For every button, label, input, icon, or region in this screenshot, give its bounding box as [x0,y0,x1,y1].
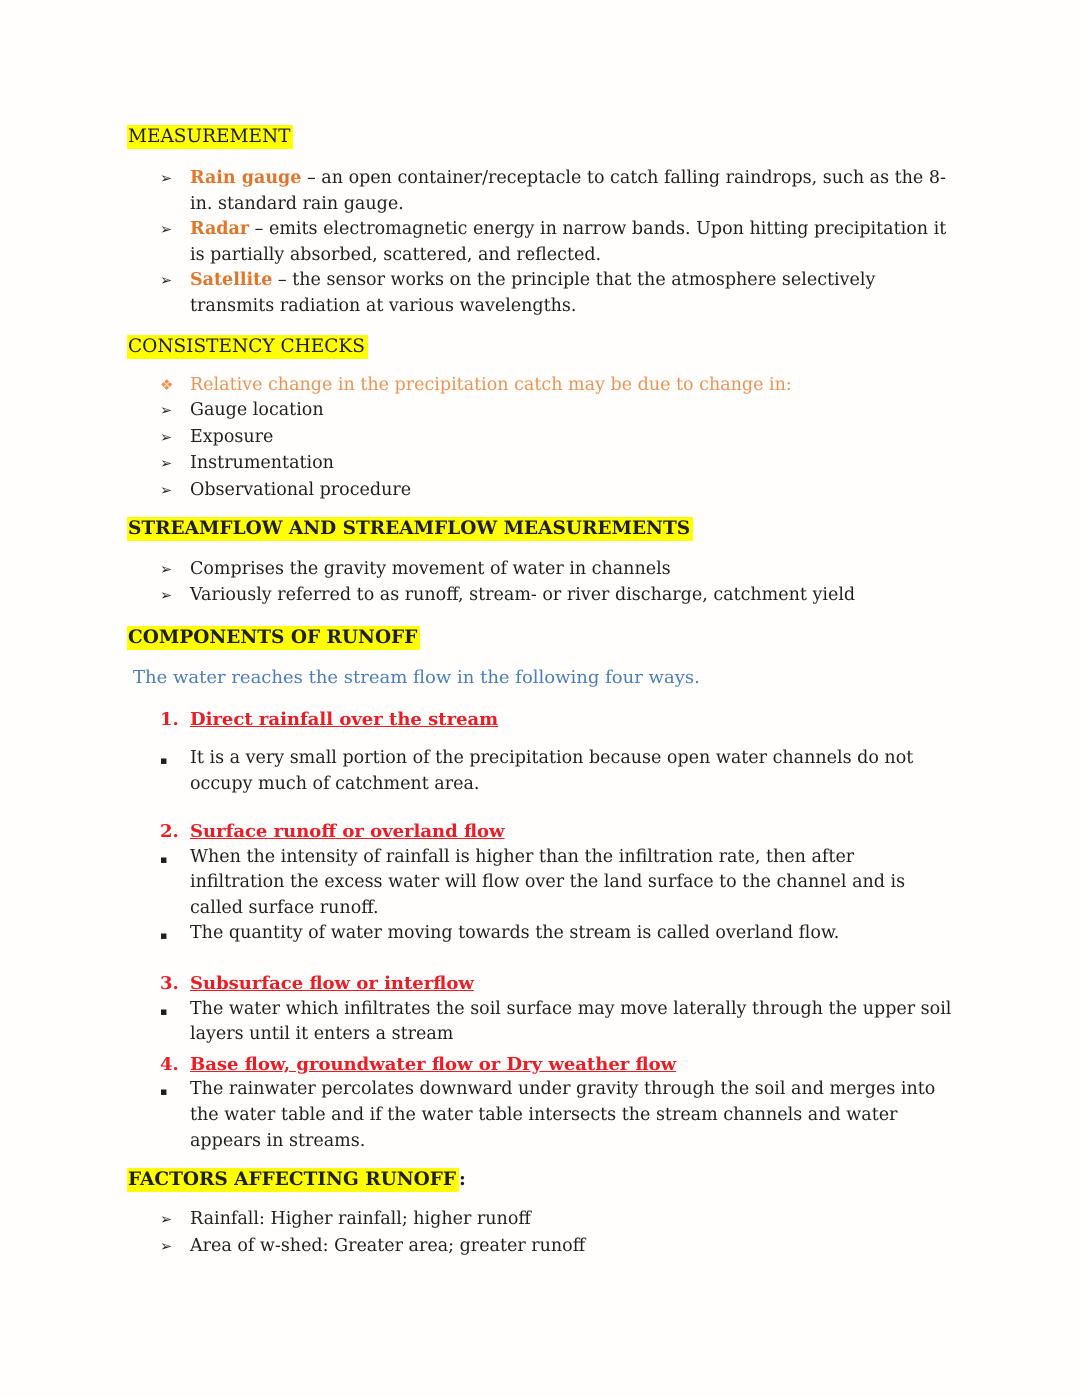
heading-colon: : [459,1169,466,1191]
way-bullets [127,997,952,1048]
list-item [160,583,952,610]
list-number: 2. [160,821,179,843]
list-item [160,217,952,268]
heading-highlight: CONSISTENCY CHECKS [127,335,368,359]
arrow-bullet-icon: ➢ [160,1238,173,1255]
item-text: Rainfall: Higher rainfall; higher runoff [190,1209,531,1230]
heading-highlight: STREAMFLOW AND STREAMFLOW MEASUREMENTS [127,517,693,541]
item-body-text: – emits electromagnetic energy in narrow bands. Upon hitting precipitation it is partially absorbed, scattered, and reflected. [190,219,947,265]
item-text: It is a very small portion of the precipitation because open water channels do not occupy much of catchment area. [190,747,914,794]
term-radar: Radar [190,219,250,240]
square-bullet-icon: ▪ [160,929,168,943]
diamond-bullet-icon: ❖ [160,375,174,394]
numbered-heading [127,819,952,845]
list-number: 4. [160,1053,179,1075]
consistency-list [127,373,952,505]
measurement-list [127,166,952,320]
way-bullets [127,845,952,949]
list-item [160,1077,952,1154]
item-text [190,268,952,319]
item-text [190,166,952,217]
item-text: Variously referred to as runoff, stream- or river discharge, catchment yield [190,585,856,606]
item-text: The water which infiltrates the soil surface may move laterally through the upper soil layers until it enters a stream [190,998,952,1045]
heading-consistency-checks [127,334,952,360]
heading-streamflow [127,516,952,542]
item-text [190,217,952,268]
item-body-text: – the sensor works on the principle that the atmosphere selectively transmits radiation at various wavelengths. [190,270,876,316]
list-item [160,1234,952,1261]
arrow-bullet-icon: ➢ [160,482,173,499]
way-base-flow [127,1052,952,1154]
way-title: Subsurface flow or interflow [190,973,474,995]
item-text: Comprises the gravity movement of water in channels [190,558,671,579]
arrow-bullet-icon: ➢ [160,171,173,187]
item-text: Exposure [190,426,274,447]
list-item [160,921,952,949]
factors-list [127,1207,952,1260]
way-subsurface-flow [127,971,952,1048]
numbered-heading [127,707,952,733]
item-text: The rainwater percolates downward under gravity through the soil and merges into the water table and if the water table intersects the stream channels and water appears in streams. [190,1079,936,1151]
arrow-bullet-icon: ➢ [160,403,173,420]
list-item [160,398,952,425]
arrow-bullet-icon: ➢ [160,456,173,473]
way-title: Direct rainfall over the stream [190,709,499,731]
term-rain-gauge: Rain gauge [190,168,302,188]
item-text: Observational procedure [190,479,412,500]
square-bullet-icon: ▪ [160,753,168,767]
list-item [160,557,952,584]
item-text: Area of w-shed: Greater area; greater runoff [190,1235,586,1256]
term-satellite: Satellite [190,270,273,291]
list-item [160,268,952,319]
way-bullets [127,746,952,797]
streamflow-list [127,557,952,610]
heading-components-of-runoff [127,625,952,651]
square-bullet-icon: ▪ [160,1004,168,1018]
item-text: Gauge location [190,400,324,421]
list-item [160,845,952,922]
arrow-bullet-icon: ➢ [160,1212,173,1229]
numbered-heading [127,971,952,997]
heading-highlight: MEASUREMENT [127,125,293,149]
list-item [160,166,952,217]
square-bullet-icon: ▪ [160,1085,168,1099]
arrow-bullet-icon: ➢ [160,429,173,446]
list-item [160,997,952,1048]
way-surface-runoff [127,819,952,949]
item-text: When the intensity of rainfall is higher than the infiltration rate, then after infiltration the excess water will flow over the land surface to the channel and is called surface runoff. [190,846,906,918]
heading-highlight: COMPONENTS OF RUNOFF [127,626,420,650]
item-text: The quantity of water moving towards the stream is called overland flow. [190,923,840,944]
arrow-bullet-icon: ➢ [160,588,173,605]
square-bullet-icon: ▪ [160,852,168,866]
way-bullets [127,1077,952,1154]
heading-factors-affecting-runoff [127,1167,952,1193]
list-item [160,373,952,399]
list-item [160,746,952,797]
numbered-heading [127,1052,952,1078]
list-number: 3. [160,973,179,995]
way-title: Base flow, groundwater flow or Dry weather flow [190,1053,677,1075]
arrow-bullet-icon: ➢ [160,561,173,578]
consistency-lead-text: Relative change in the precipitation catch may be due to change in: [190,374,792,395]
heading-highlight: FACTORS AFFECTING RUNOFF [127,1168,459,1192]
list-item [160,451,952,478]
item-body-text: – an open container/receptacle to catch falling raindrops, such as the 8-in. standard rain gauge. [190,168,946,214]
way-title: Surface runoff or overland flow [190,821,505,843]
list-item [160,425,952,452]
arrow-bullet-icon: ➢ [160,222,173,239]
arrow-bullet-icon: ➢ [160,273,173,290]
list-number: 1. [160,709,179,731]
heading-measurement [127,124,952,150]
item-text: Instrumentation [190,453,334,474]
way-direct-rainfall [127,707,952,797]
list-item [160,1207,952,1234]
components-intro-text: The water reaches the stream flow in the following four ways. [133,666,700,688]
list-item [160,478,952,505]
